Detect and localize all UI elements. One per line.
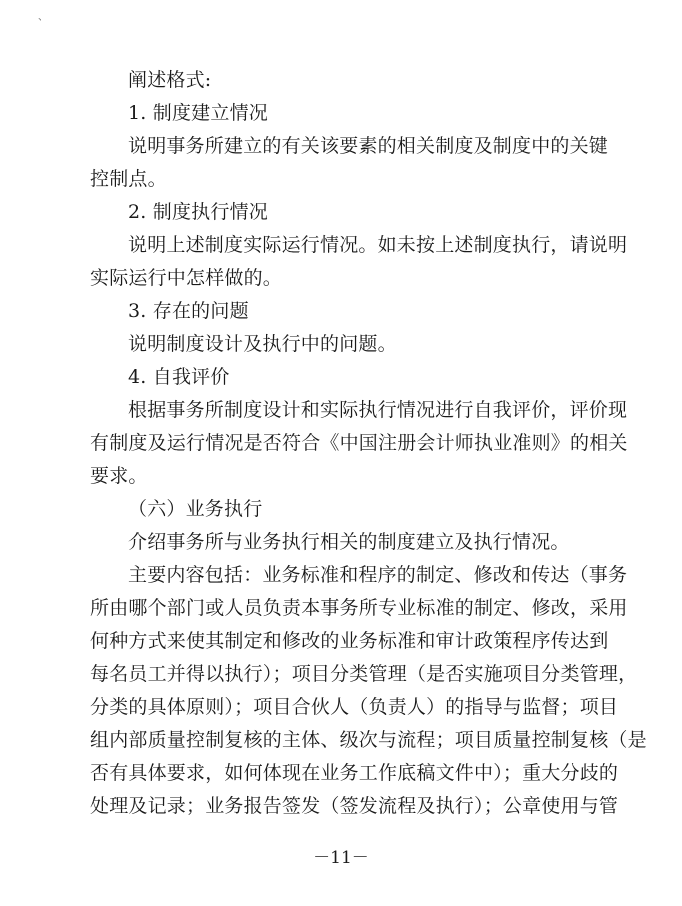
body-text: [90, 64, 647, 823]
text-line: 处理及记录；业务报告签发（签发流程及执行）；公章使用与管: [90, 795, 619, 817]
text-line: 阐述格式:: [128, 69, 212, 91]
text-line: 要求。: [90, 465, 148, 487]
text-line: 说明事务所建立的有关该要素的相关制度及制度中的关键: [128, 135, 609, 157]
text-line: 2. 制度执行情况: [128, 201, 268, 223]
text-line: （六）业务执行: [128, 498, 263, 520]
text-line: 每名员工并得以执行）；项目分类管理（是否实施项目分类管理，: [90, 663, 638, 685]
text-line: 3. 存在的问题: [128, 300, 249, 322]
text-line: 介绍事务所与业务执行相关的制度建立及执行情况。: [128, 531, 570, 553]
text-line: 根据事务所制度设计和实际执行情况进行自我评价，评价现: [128, 399, 628, 421]
text-line: 1. 制度建立情况: [128, 102, 268, 124]
text-line: 4. 自我评价: [128, 366, 230, 388]
text-line: 说明上述制度实际运行情况。如未按上述制度执行，请说明: [128, 234, 628, 256]
page-number: －11－: [313, 848, 369, 868]
text-line: 所由哪个部门或人员负责本事务所专业标准的制定、修改，采用: [90, 597, 628, 619]
text-line: 分类的具体原则）；项目合伙人（负责人）的指导与监督；项目: [90, 696, 619, 718]
text-line: 有制度及运行情况是否符合《中国注册会计师执业准则》的相关: [90, 432, 628, 454]
text-line: 主要内容包括：业务标准和程序的制定、修改和传达（事务: [128, 564, 628, 586]
text-line: 说明制度设计及执行中的问题。: [128, 333, 397, 355]
text-line: 否有具体要求，如何体现在业务工作底稿文件中）；重大分歧的: [90, 762, 619, 784]
text-line: 组内部质量控制复核的主体、级次与流程；项目质量控制复核（是: [90, 729, 647, 751]
text-line: 控制点。: [90, 168, 167, 190]
text-line: 实际运行中怎样做的。: [90, 267, 283, 289]
scan-mark: 、: [38, 12, 48, 23]
text-line: 何种方式来使其制定和修改的业务标准和审计政策程序传达到: [90, 630, 609, 652]
